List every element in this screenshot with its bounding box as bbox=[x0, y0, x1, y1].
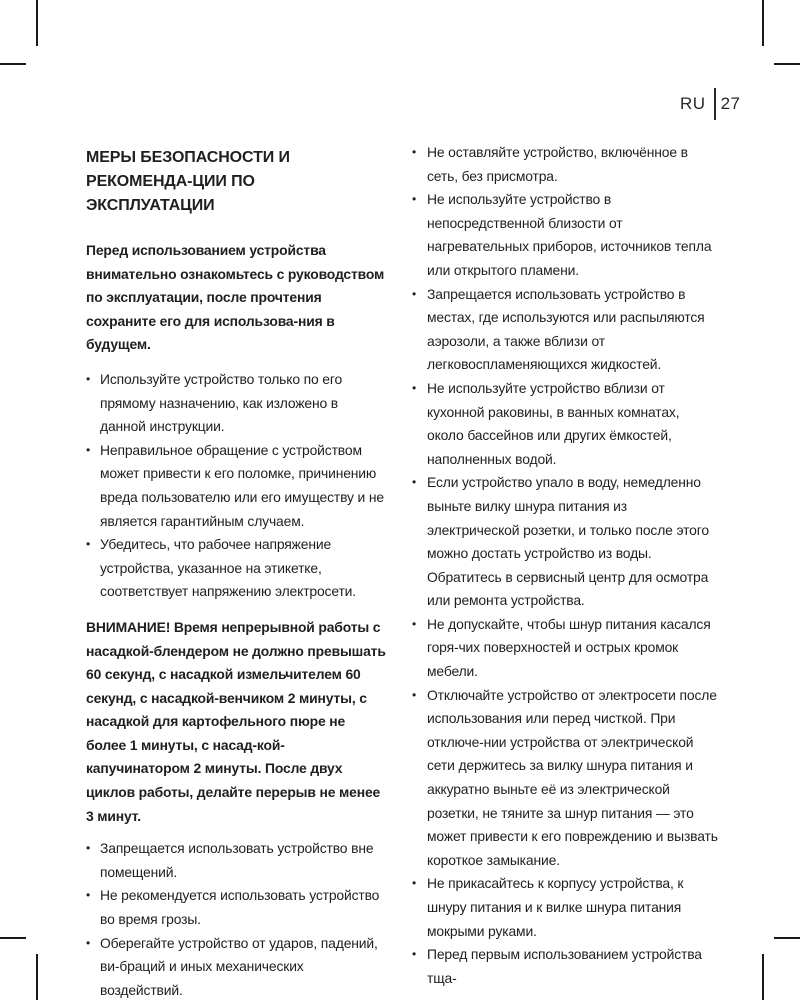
crop-mark-top-right-h bbox=[774, 63, 800, 65]
list-item: • Отключайте устройство от электросети после использования или перед чисткой. При отключе-нии устройства от электрической сети держитесь за вилку шнура питания и аккуратно выньте её из электрической розетки, не тяните за шнур питания — это может привести к его повреждению и вызвать короткое замыкание. bbox=[412, 684, 718, 873]
list-item: • Убедитесь, что рабочее напряжение устройства, указанное на этикетке, соответствует напряжению электросети. bbox=[86, 533, 386, 604]
intro-paragraph: Перед использованием устройства внимательно ознакомьтесь с руководством по эксплуатации, после прочтения сохраните его для использова-ния в будущем. bbox=[86, 242, 385, 353]
list-item: • Не допускайте, чтобы шнур питания касался горя-чих поверхностей и острых кромок мебели. bbox=[412, 613, 718, 684]
language-code: RU bbox=[680, 94, 706, 113]
warning-paragraph: ВНИМАНИЕ! Время непрерывной работы с насадкой-блендером не должно превышать 60 секунд, с насадкой измельчителем 60 секунд, с насадкой-венчиком 2 минуты, с насадкой для картофельного пюре не более 1 минуты, с насад-кой-капучинатором 2 минуты. После двух циклов работы, делайте перерыв не менее 3 минут. bbox=[86, 618, 386, 824]
safety-list-2 bbox=[86, 837, 386, 1002]
crop-mark-bottom-right-h bbox=[774, 937, 800, 939]
list-item: • Не используйте устройство в непосредственной близости от нагревательных приборов, источников тепла или открытого пламени. bbox=[412, 188, 718, 282]
safety-list-1 bbox=[86, 368, 386, 604]
crop-mark-top-left bbox=[36, 0, 38, 46]
list-item: • Запрещается использовать устройство в местах, где используются или распыляются аэрозоли, а также вблизи от легковоспламеняющихся жидкостей. bbox=[412, 283, 718, 377]
right-column bbox=[412, 141, 718, 990]
page-header bbox=[680, 88, 740, 120]
crop-mark-top-left-h bbox=[0, 63, 26, 65]
crop-mark-top-right bbox=[762, 0, 764, 46]
list-item: • Не используйте устройство вблизи от кухонной раковины, в ванных комнатах, около бассейнов или других ёмкостей, наполненных водой. bbox=[412, 377, 718, 471]
list-item: • Не оставляйте устройство, включённое в сеть, без присмотра. bbox=[412, 141, 718, 188]
crop-mark-bottom-left-h bbox=[0, 937, 26, 939]
list-item: • Используйте устройство только по его прямому назначению, как изложено в данной инструкции. bbox=[86, 368, 386, 439]
list-item: • Оберегайте устройство от ударов, падений, ви-браций и иных механических воздействий. bbox=[86, 932, 386, 1002]
crop-mark-bottom-left bbox=[36, 954, 38, 1000]
section-title: МЕРЫ БЕЗОПАСНОСТИ И РЕКОМЕНДА-ЦИИ ПО ЭКСПЛУАТАЦИИ bbox=[86, 149, 290, 214]
list-item: • Неправильное обращение с устройством может привести к его поломке, причинению вреда пользователю или его имуществу и не является гарантийным случаем. bbox=[86, 439, 386, 533]
list-item: • Не прикасайтесь к корпусу устройства, к шнуру питания и к вилке шнура питания мокрыми руками. bbox=[412, 872, 718, 943]
left-column bbox=[86, 140, 386, 1002]
safety-list-3 bbox=[412, 141, 718, 990]
crop-mark-bottom-right bbox=[762, 954, 764, 1000]
list-item: • Если устройство упало в воду, немедленно выньте вилку шнура питания из электрической розетки, и только после этого можно достать устройство из воды. Обратитесь в сервисный центр для осмотра или ремонта устройства. bbox=[412, 471, 718, 613]
list-item: • Не рекомендуется использовать устройство во время грозы. bbox=[86, 884, 386, 931]
page-number: 27 bbox=[720, 94, 741, 113]
list-item: • Запрещается использовать устройство вне помещений. bbox=[86, 837, 386, 884]
list-item: • Перед первым использованием устройства тща- bbox=[412, 943, 718, 990]
